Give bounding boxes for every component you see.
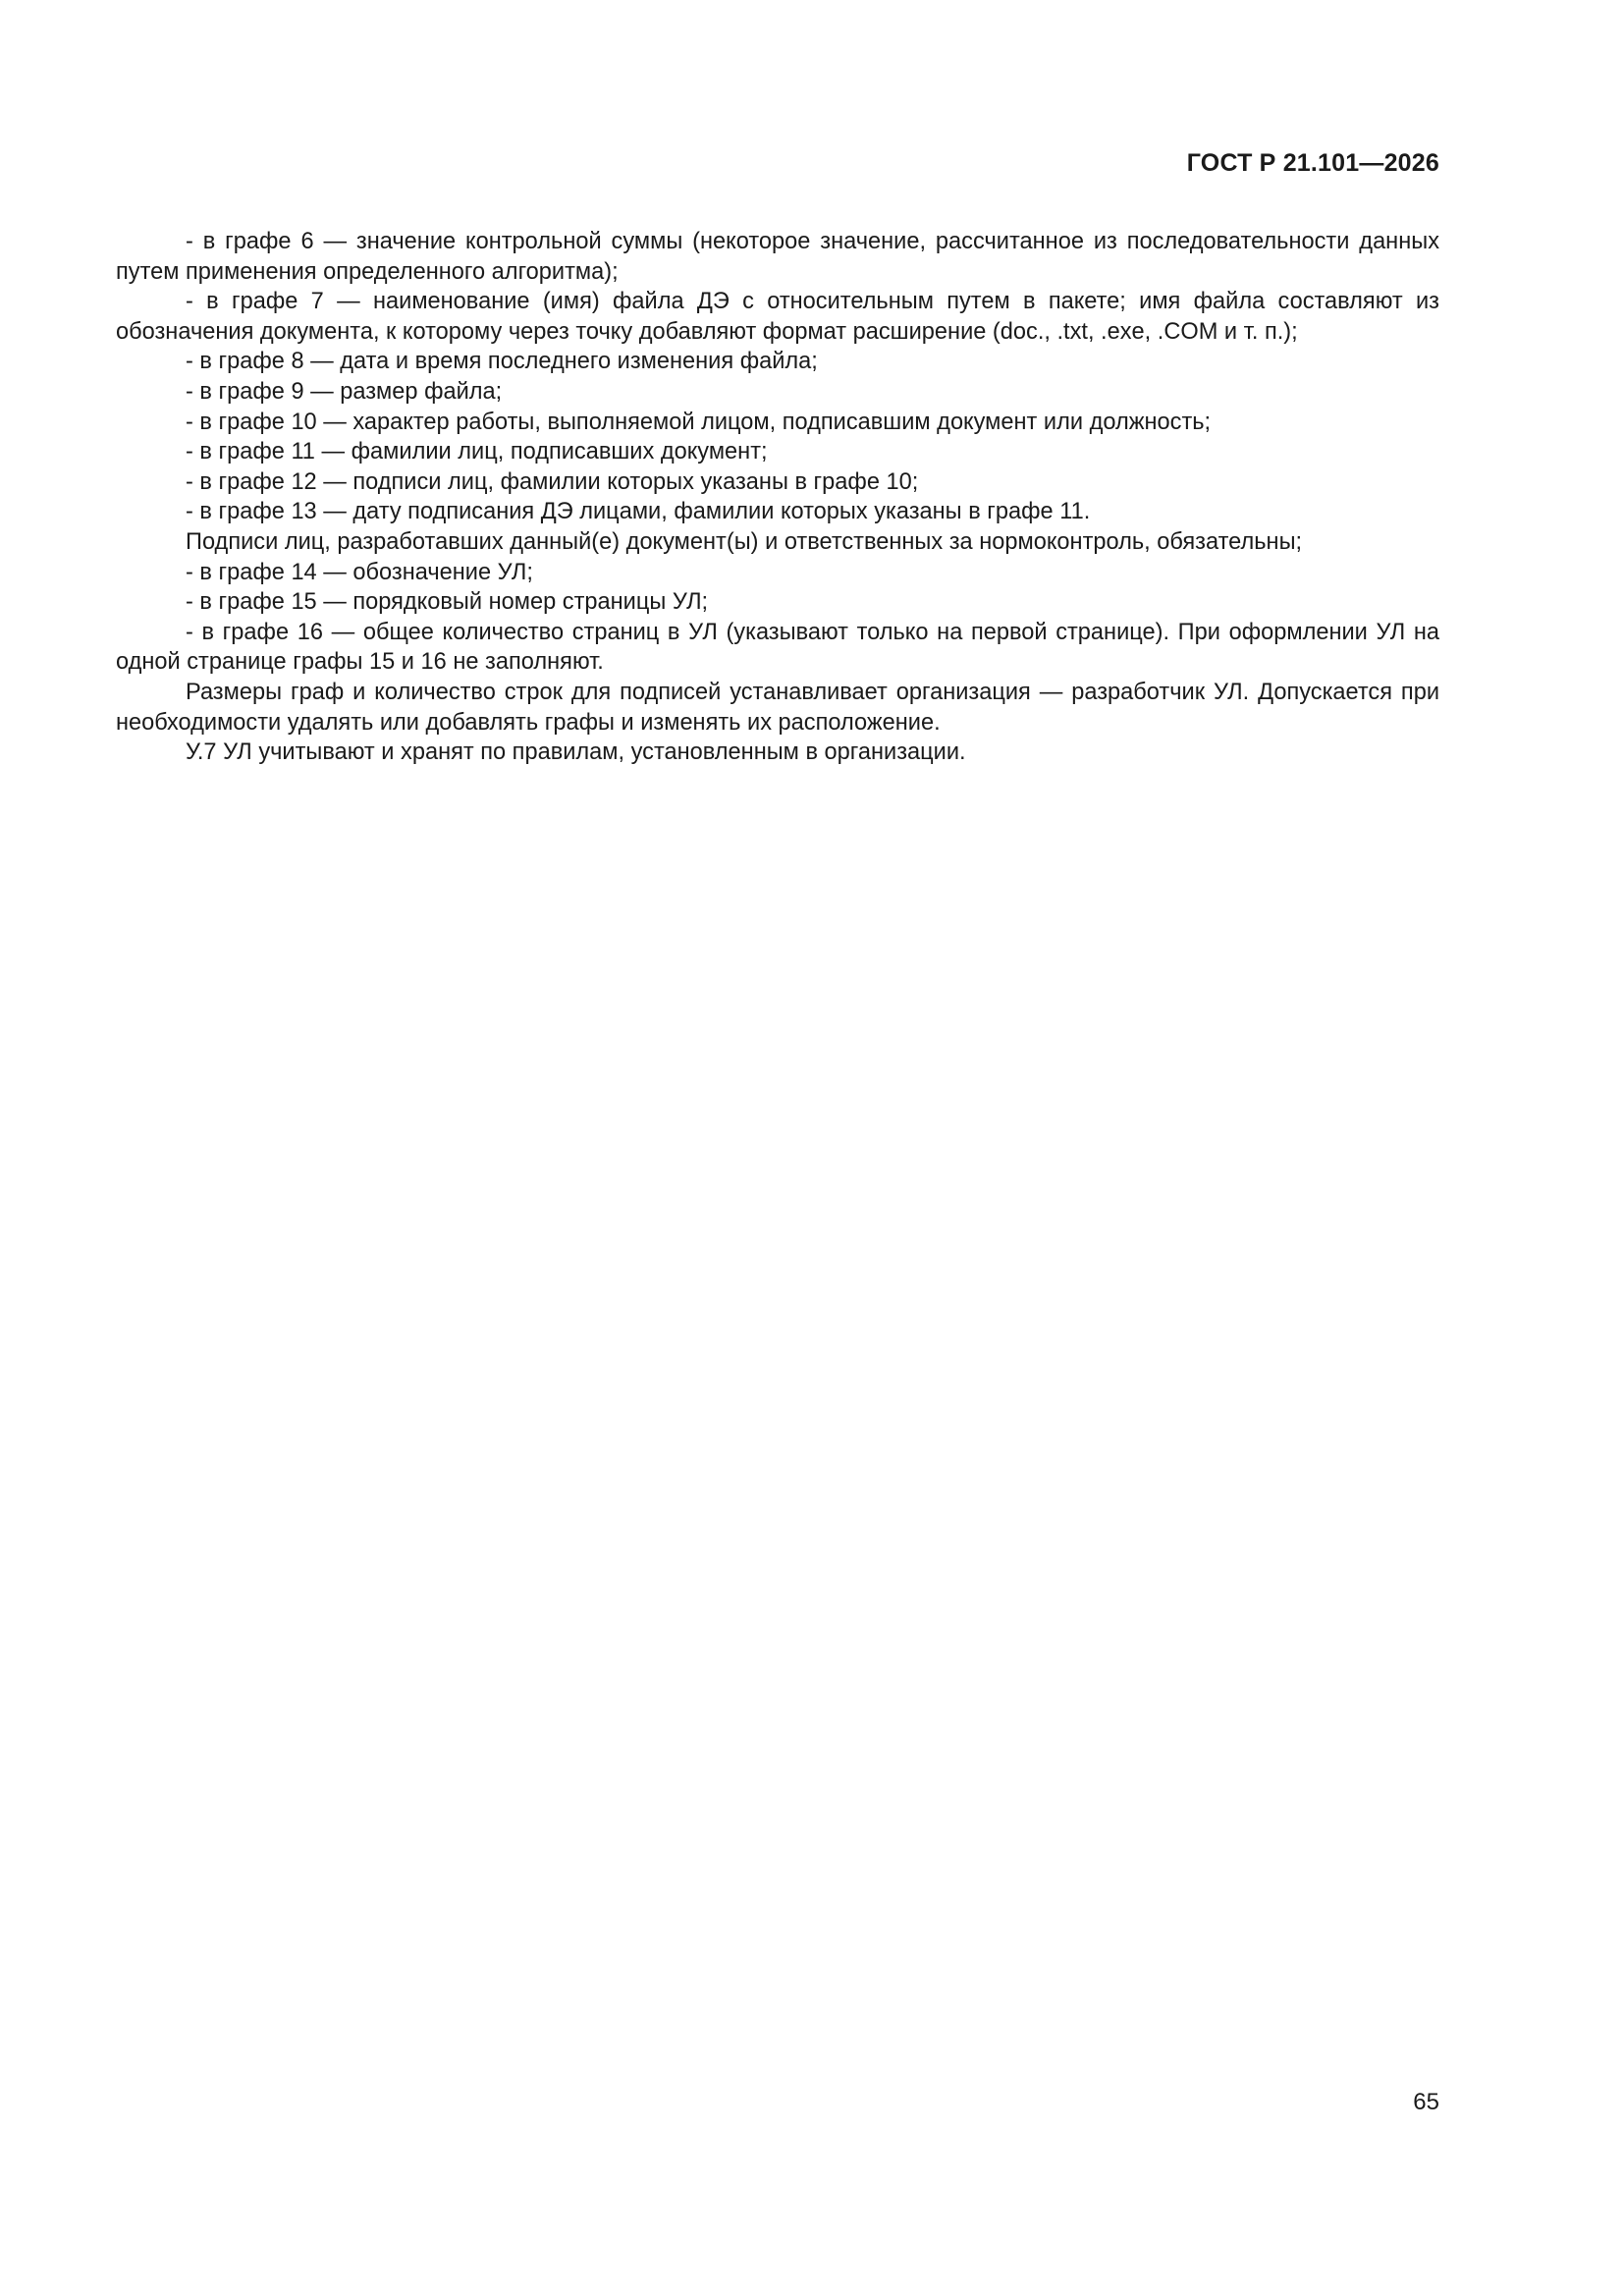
document-code-header: ГОСТ Р 21.101—2026: [1186, 149, 1439, 177]
list-item-column-10: - в графе 10 — характер работы, выполняемой лицом, подписавшим документ или должность;: [186, 409, 1212, 435]
list-item-column-16: - в графе 16 — общее количество страниц в УЛ (указывают только на первой странице). При оформлении УЛ на одной странице графы 15 и 16 не заполняют.: [116, 619, 1439, 676]
signatures-paragraph: Подписи лиц, разработавших данный(е) документ(ы) и ответственных за нормоконтроль, обязательны;: [186, 528, 1303, 555]
list-item-column-9: - в графе 9 — размер файла;: [186, 378, 503, 405]
clause-u7-paragraph: У.7 УЛ учитывают и хранят по правилам, установленным в организации.: [186, 739, 966, 766]
body-text: [116, 227, 1439, 768]
list-item-column-15: - в графе 15 — порядковый номер страницы УЛ;: [186, 589, 709, 616]
list-item-column-6: - в графе 6 — значение контрольной суммы (некоторое значение, рассчитанное из последовательности данных путем применения определенного алгоритма);: [116, 229, 1439, 285]
list-item-column-12: - в графе 12 — подписи лиц, фамилии которых указаны в графе 10;: [186, 468, 919, 495]
list-item-column-7: - в графе 7 — наименование (имя) файла ДЭ с относительным путем в пакете; имя файла составляют из обозначения документа, к которому через точку добавляют формат расширение (doc., .txt, .exe, .COM и т. п.);: [116, 289, 1439, 345]
list-item-column-8: - в графе 8 — дата и время последнего изменения файла;: [186, 349, 818, 375]
list-item-column-14: - в графе 14 — обозначение УЛ;: [186, 559, 533, 585]
page-number: 65: [1413, 2089, 1439, 2115]
list-item-column-13: - в графе 13 — дату подписания ДЭ лицами, фамилии которых указаны в графе 11.: [186, 499, 1091, 525]
column-sizes-paragraph: Размеры граф и количество строк для подписей устанавливает организация — разработчик УЛ. Допускается при необходимости удалять или добавлять графы и изменять их расположение.: [116, 679, 1439, 736]
list-item-column-11: - в графе 11 — фамилии лиц, подписавших документ;: [186, 439, 768, 465]
